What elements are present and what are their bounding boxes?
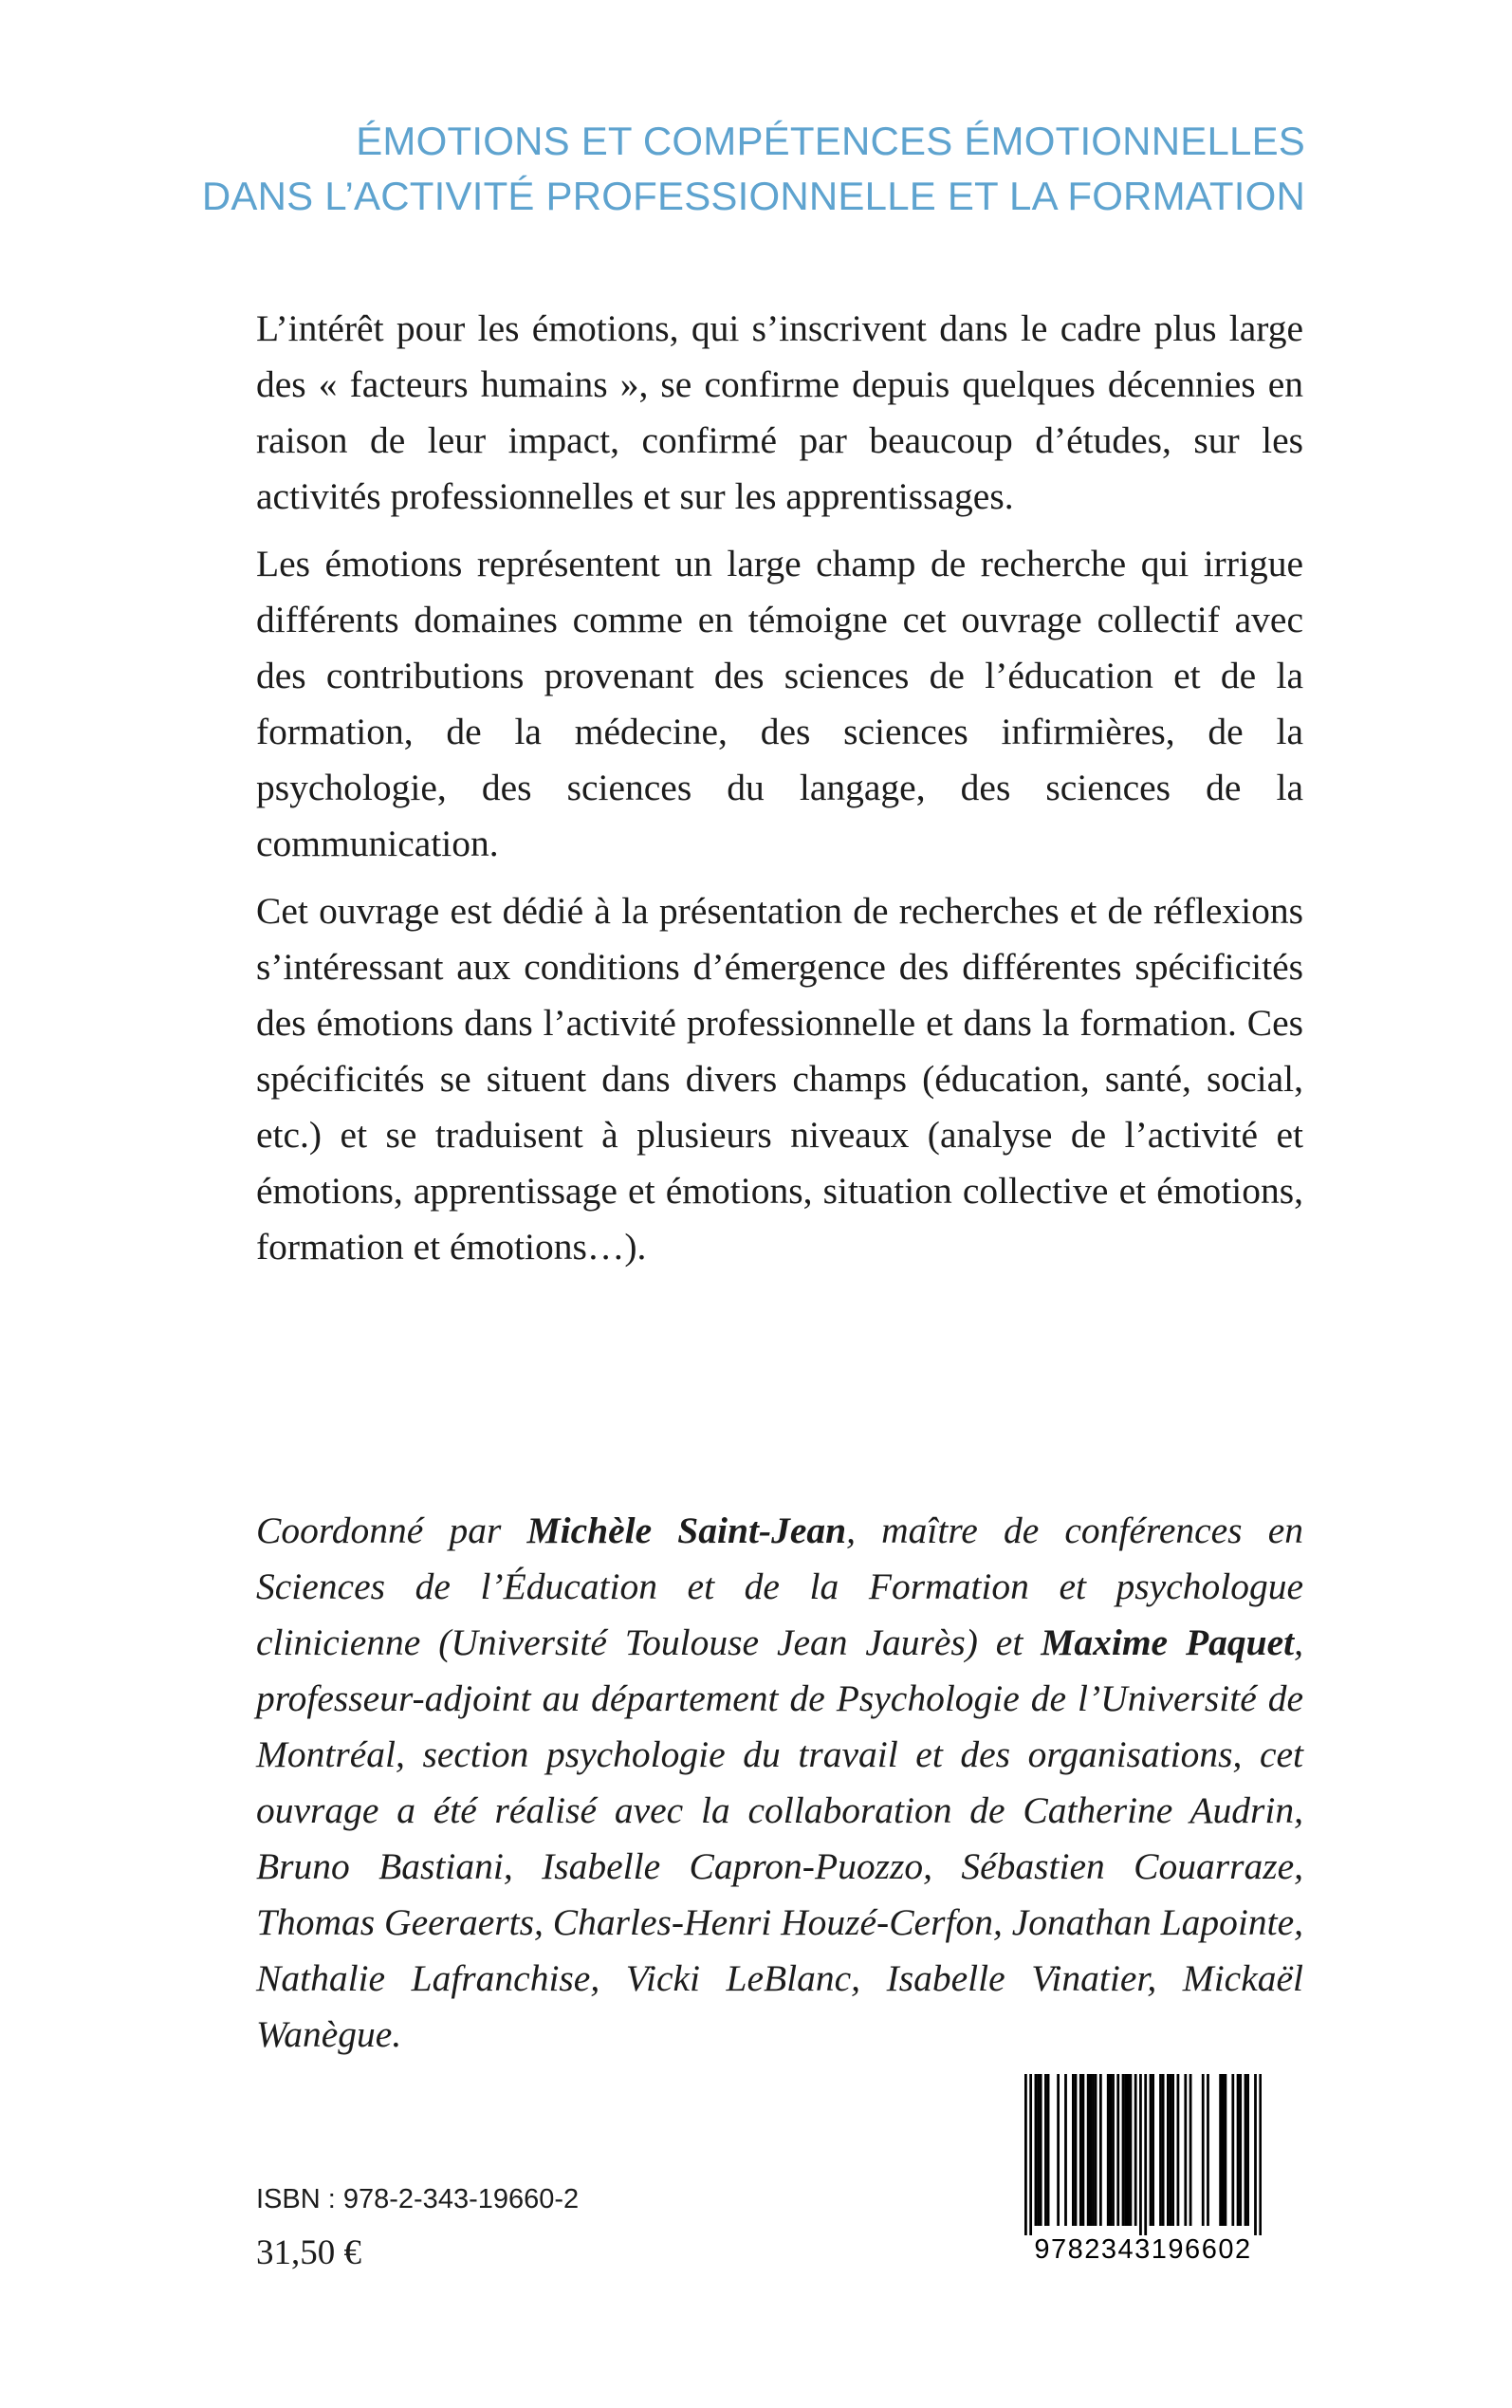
author-1-description: , maître de conférences en Sciences de l’Éducation et de la Formation et psychologue clinicienne (Université Toulouse Jean Jaurès) et bbox=[256, 1510, 1303, 1663]
barcode-bar bbox=[1047, 2074, 1050, 2226]
summary-paragraph-1: L’intérêt pour les émotions, qui s’inscrivent dans le cadre plus large des « facteurs humains », se confirme depuis quelques décennies en raison de leur impact, confirmé par beaucoup d’études, sur les activités professionnelles et sur les apprentissages. bbox=[256, 307, 1303, 517]
title-line-1: ÉMOTIONS ET COMPÉTENCES ÉMOTIONNELLES bbox=[356, 119, 1305, 163]
barcode-bar bbox=[1222, 2074, 1225, 2226]
barcode-bar bbox=[1124, 2074, 1127, 2226]
barcode-bar bbox=[1035, 2074, 1038, 2226]
barcode-bar bbox=[1225, 2074, 1227, 2226]
summary-paragraph-2: Les émotions représentent un large champ de recherche qui irrigue différents domaines comme en témoigne cet ouvrage collectif avec des contributions provenant des sciences de l’éducation et de la formation, de la médecine, des sciences infirmières, de la psychologie, des sciences du langage, des sciences de la communication. bbox=[256, 543, 1303, 864]
title-line-2: DANS L’ACTIVITÉ PROFESSIONNELLE ET LA FORMATION bbox=[201, 174, 1305, 218]
barcode-bar bbox=[1162, 2074, 1165, 2226]
barcode-digits: 9782343196602 bbox=[1034, 2234, 1252, 2265]
barcode bbox=[988, 2059, 1298, 2288]
barcode-bar bbox=[1231, 2074, 1234, 2226]
barcode-bar bbox=[1029, 2074, 1032, 2235]
barcode-bar bbox=[1079, 2074, 1082, 2226]
barcode-bar bbox=[1254, 2074, 1257, 2235]
barcode-bar bbox=[1087, 2074, 1090, 2226]
barcode-bar bbox=[1064, 2074, 1067, 2226]
barcode-bar bbox=[1107, 2074, 1110, 2226]
barcode-bar bbox=[1167, 2074, 1170, 2226]
barcode-bar bbox=[1144, 2074, 1147, 2235]
barcode-bar bbox=[1177, 2074, 1180, 2226]
isbn-label: ISBN : 978-2-343-19660-2 bbox=[256, 2184, 580, 2214]
barcode-bar bbox=[1170, 2074, 1172, 2226]
barcode-bar bbox=[1099, 2074, 1102, 2226]
barcode-bar bbox=[1245, 2074, 1247, 2226]
barcode-bar bbox=[1057, 2074, 1060, 2226]
price-label: 31,50 € bbox=[256, 2233, 361, 2272]
author-1-name: Michèle Saint-Jean bbox=[526, 1510, 847, 1551]
book-title bbox=[202, 114, 1305, 224]
barcode-bar bbox=[1024, 2074, 1027, 2235]
barcode-bar bbox=[1089, 2074, 1092, 2226]
barcode-bar bbox=[1095, 2074, 1097, 2226]
barcode-bar bbox=[1202, 2074, 1205, 2226]
barcode-bar bbox=[1150, 2074, 1152, 2226]
credits-prefix: Coordonné par bbox=[256, 1510, 527, 1551]
barcode-bar bbox=[1112, 2074, 1115, 2226]
barcode-bar bbox=[1122, 2074, 1125, 2226]
barcode-bar bbox=[1207, 2074, 1209, 2226]
author-2-name: Maxime Paquet bbox=[1041, 1621, 1295, 1663]
barcode-bar bbox=[1171, 2074, 1174, 2226]
barcode-bar bbox=[1219, 2074, 1222, 2226]
barcode-bar bbox=[1259, 2074, 1262, 2235]
barcode-bar bbox=[1246, 2074, 1249, 2226]
barcode-bar bbox=[1109, 2074, 1112, 2226]
barcode-bar bbox=[1092, 2074, 1095, 2226]
barcode-bar bbox=[1152, 2074, 1154, 2226]
barcode-bars bbox=[1024, 2074, 1262, 2235]
summary-text bbox=[256, 301, 1303, 1287]
author-2-description: , professeur-adjoint au département de Psychologie de l’Université de Montréal, section psychologie du travail et des organisations, cet ouvrage a été réalisé avec la collaboration de Catherine Audrin, Bruno Bastiani, Isabelle Capron-Puozzo, Sébastien Couarraze, Thomas Geeraerts, Charles-Henri Houzé-Cerfon, Jonathan Lapointe, Nathalie Lafranchise, Vicki LeBlanc, Isabelle Vinatier, Mickaël Wanègue. bbox=[256, 1621, 1303, 2055]
barcode-bar bbox=[1037, 2074, 1040, 2226]
barcode-bar bbox=[1075, 2074, 1078, 2226]
barcode-bar bbox=[1159, 2074, 1162, 2226]
barcode-bar bbox=[1139, 2074, 1142, 2235]
summary-paragraph-3: Cet ouvrage est dédié à la présentation de recherches et de réflexions s’intéressant aux conditions d’émergence des différentes spécificités des émotions dans l’activité professionnelle et dans la formation. Ces spécificités se situent dans divers champs (éducation, santé, social, etc.) et se traduisent à plusieurs niveaux (analyse de l’activité et émotions, apprentissage et émotions, situation collective et émotions, formation et émotions…). bbox=[256, 890, 1303, 1268]
barcode-bar bbox=[1237, 2074, 1240, 2226]
barcode-bar bbox=[1127, 2074, 1130, 2226]
barcode-bar bbox=[1189, 2074, 1192, 2226]
barcode-bar bbox=[1239, 2074, 1242, 2226]
credits-paragraph bbox=[256, 1503, 1303, 2063]
barcode-bar bbox=[1134, 2074, 1137, 2226]
barcode-bar bbox=[1130, 2074, 1133, 2226]
barcode-bar bbox=[1044, 2074, 1047, 2226]
barcode-bar bbox=[1082, 2074, 1085, 2226]
barcode-bar bbox=[1116, 2074, 1119, 2226]
barcode-bar bbox=[1184, 2074, 1187, 2226]
barcode-bar bbox=[1072, 2074, 1075, 2226]
barcode-bar bbox=[1040, 2074, 1042, 2226]
